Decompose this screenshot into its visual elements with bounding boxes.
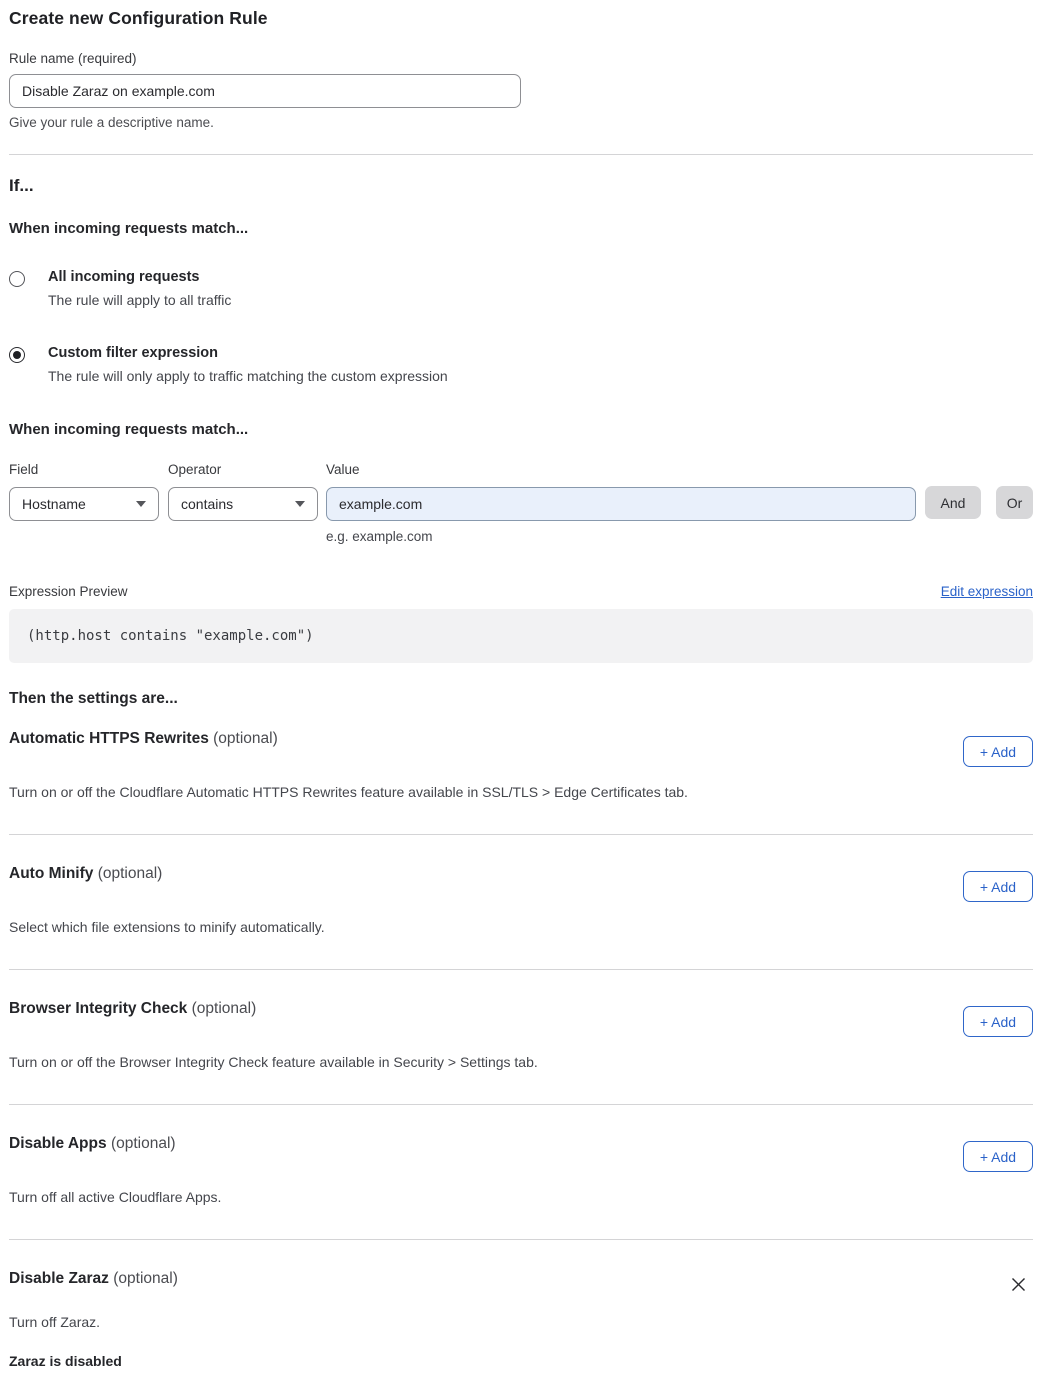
- match-heading: When incoming requests match...: [9, 220, 249, 237]
- setting-title: [9, 1135, 176, 1153]
- setting-optional-text: (optional): [213, 730, 278, 747]
- setting-title-text: Disable Apps: [9, 1135, 107, 1152]
- expression-builder-row: [9, 462, 1033, 544]
- setting-optional-text: (optional): [191, 1000, 257, 1017]
- rule-name-help: Give your rule a descriptive name.: [9, 115, 214, 130]
- setting-title-text: Disable Zaraz: [9, 1270, 109, 1287]
- add-button[interactable]: + Add: [963, 1141, 1033, 1172]
- and-button[interactable]: And: [925, 486, 981, 519]
- setting-title-text: Auto Minify: [9, 865, 94, 882]
- radio-label: Custom filter expression: [48, 345, 219, 361]
- settings-heading: Then the settings are...: [9, 690, 178, 707]
- setting-description: Turn on or off the Browser Integrity Check feature available in Security > Settings tab.: [9, 1054, 538, 1070]
- remove-setting-button[interactable]: [1006, 1272, 1031, 1297]
- setting-title: [9, 1000, 256, 1018]
- setting-optional-text: (optional): [97, 865, 163, 882]
- expression-preview-header: [9, 584, 1033, 599]
- rule-name-label: Rule name (required): [9, 51, 137, 66]
- radio-label: All incoming requests: [48, 269, 200, 285]
- setting-automatic-https-rewrites: [9, 708, 1033, 835]
- setting-title: [9, 730, 278, 748]
- setting-title-text: Browser Integrity Check: [9, 1000, 188, 1017]
- setting-description: Turn off Zaraz.: [9, 1314, 101, 1330]
- value-label: Value: [326, 462, 360, 477]
- rule-name-input[interactable]: [9, 74, 521, 108]
- radio-custom-filter-expression[interactable]: [9, 345, 1033, 384]
- add-button[interactable]: + Add: [963, 871, 1033, 902]
- setting-description: Turn on or off the Cloudflare Automatic HTTPS Rewrites feature available in SSL/TLS > Edge Certificates tab.: [9, 784, 688, 800]
- setting-optional-text: (optional): [110, 1135, 176, 1152]
- radio-button-selected-icon[interactable]: [9, 347, 25, 363]
- setting-title: [9, 865, 162, 883]
- setting-browser-integrity-check: [9, 970, 1033, 1105]
- request-match-radio-group: [9, 269, 1033, 384]
- close-icon: [1010, 1276, 1027, 1293]
- setting-title-text: Automatic HTTPS Rewrites: [9, 730, 209, 747]
- operator-label: Operator: [168, 462, 222, 477]
- or-button[interactable]: Or: [996, 486, 1033, 519]
- operator-select[interactable]: [168, 487, 318, 521]
- setting-auto-minify: [9, 835, 1033, 970]
- field-select[interactable]: [9, 487, 159, 521]
- operator-select-value: contains: [181, 496, 234, 512]
- zaraz-status-text: Zaraz is disabled: [9, 1353, 122, 1369]
- add-button[interactable]: + Add: [963, 736, 1033, 767]
- radio-button-unselected-icon[interactable]: [9, 271, 25, 287]
- setting-disable-zaraz: [9, 1240, 1033, 1379]
- radio-description: The rule will only apply to traffic matching the custom expression: [48, 368, 448, 384]
- setting-description: Select which file extensions to minify automatically.: [9, 919, 325, 935]
- if-heading: If...: [9, 176, 34, 195]
- section-divider: [9, 154, 1033, 155]
- page-title: Create new Configuration Rule: [9, 8, 268, 28]
- field-label: Field: [9, 462, 39, 477]
- setting-disable-apps: [9, 1105, 1033, 1240]
- radio-all-incoming-requests[interactable]: [9, 269, 1033, 308]
- expression-builder-heading: When incoming requests match...: [9, 421, 249, 438]
- radio-description: The rule will apply to all traffic: [48, 292, 232, 308]
- value-input[interactable]: [326, 487, 916, 521]
- add-button[interactable]: + Add: [963, 1006, 1033, 1037]
- expression-preview-label: Expression Preview: [9, 584, 128, 599]
- expression-preview-code: (http.host contains "example.com"): [9, 609, 1033, 663]
- setting-title: [9, 1270, 178, 1288]
- setting-optional-text: (optional): [113, 1270, 178, 1287]
- field-select-value: Hostname: [22, 496, 86, 512]
- chevron-down-icon: [136, 501, 146, 507]
- edit-expression-link[interactable]: Edit expression: [940, 584, 1033, 599]
- chevron-down-icon: [295, 501, 305, 507]
- value-help: e.g. example.com: [326, 529, 433, 544]
- setting-description: Turn off all active Cloudflare Apps.: [9, 1189, 222, 1205]
